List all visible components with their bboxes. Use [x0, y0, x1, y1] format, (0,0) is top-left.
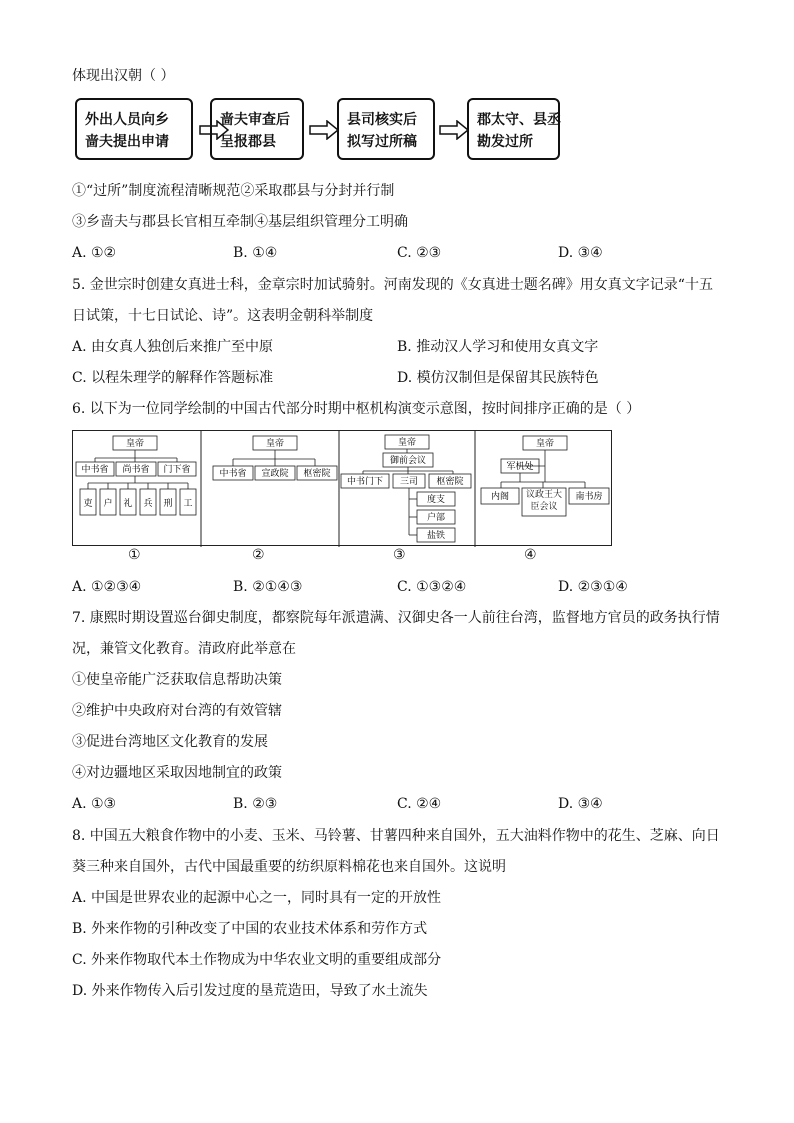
- p1-shangshu: 尚书省: [122, 465, 150, 475]
- q6-option-b: B. ②①④③: [233, 579, 303, 595]
- panel-2: [213, 436, 337, 480]
- q4-statements-line2: ③乡啬夫与郡县长官相互牵制④基层组织管理分工明确: [72, 214, 408, 230]
- q4-option-c: C. ②③: [397, 245, 442, 261]
- q7-item-2: ②维护中央政府对台湾的有效管辖: [72, 703, 282, 719]
- p2-shumi: 枢密院: [303, 469, 331, 479]
- p2-xuanzheng: 宣政院: [261, 469, 289, 479]
- q5-option-d: D. 模仿汉制但是保留其民族特色: [397, 370, 599, 386]
- q5-stem-line1: 5. 金世宗时创建女真进士科，金章宗时加试骑射。河南发现的《女真进士题名碑》用女真文字记录“十五: [72, 277, 713, 293]
- p1-ministry-gong: 工: [183, 499, 193, 509]
- q5-option-b: B. 推动汉人学习和使用女真文字: [397, 339, 599, 355]
- p1-ministry-hu: 户: [103, 499, 113, 509]
- p3-duzhi: 度支: [426, 495, 446, 505]
- flow-step-1-line1: 外出人员向乡: [85, 112, 169, 128]
- flow-arrow-icon: [309, 120, 339, 140]
- flow-step-2: [210, 98, 304, 160]
- p3-yantie: 盐铁: [426, 531, 446, 541]
- q7-option-b: B. ②③: [233, 796, 278, 812]
- q6-option-a: A. ①②③④: [72, 579, 142, 595]
- central-institutions-diagram: [72, 430, 612, 546]
- institutions-svg: [73, 431, 613, 547]
- q4-option-b: B. ①④: [233, 245, 278, 261]
- q4-statements-line1: ①“过所”制度流程清晰规范②采取郡县与分封并行制: [72, 183, 395, 199]
- flow-arrow-icon: [439, 120, 469, 140]
- guosuo-flow-diagram: [72, 98, 562, 168]
- diagram-label-1: ①: [128, 547, 141, 563]
- p1-ministry-bing: 兵: [143, 499, 153, 509]
- q7-item-1: ①使皇帝能广泛获取信息帮助决策: [72, 672, 282, 688]
- q4-option-a: A. ①②: [72, 245, 117, 261]
- q7-option-a: A. ①③: [72, 796, 117, 812]
- flow-step-4-line1: 郡太守、县丞: [477, 112, 561, 128]
- p3-zhongshu-menxia: 中书门下: [346, 477, 384, 487]
- q7-stem-line1: 7. 康熙时期设置巡台御史制度，都察院每年派遣满、汉御史各一人前往台湾，监督地方官员的政务执行情: [72, 610, 720, 626]
- q6-option-c: C. ①③②④: [397, 579, 467, 595]
- q8-stem-line1: 8. 中国五大粮食作物中的小麦、玉米、马铃薯、甘薯四种来自国外，五大油料作物中的花生、芝麻、向日: [72, 828, 720, 844]
- p3-emperor: 皇帝: [397, 438, 417, 448]
- p4-yizheng-council-wrap: [522, 489, 566, 517]
- p1-ministry-rites: 礼: [123, 499, 133, 509]
- p1-zhongshu: 中书省: [81, 465, 109, 475]
- q7-item-4: ④对边疆地区采取因地制宜的政策: [72, 765, 282, 781]
- p4-junjichu: 军机处: [506, 462, 534, 472]
- flow-step-3: [337, 98, 435, 160]
- p1-ministry-li: 吏: [83, 499, 93, 509]
- flow-step-3-line1: 县司核实后: [347, 112, 417, 128]
- q8-option-c: C. 外来作物取代本土作物成为中华农业文明的重要组成部分: [72, 952, 442, 968]
- q6-option-d: D. ②③①④: [558, 579, 628, 595]
- p3-council: 御前会议: [389, 456, 427, 466]
- p3-shumi: 枢密院: [436, 477, 464, 487]
- q7-option-d: D. ③④: [558, 796, 603, 812]
- flow-step-2-line2: 呈报郡县: [220, 134, 276, 150]
- q5-option-a: A. 由女真人独创后来推广至中原: [72, 339, 274, 355]
- p1-ministry-xing: 刑: [163, 499, 173, 509]
- q8-stem-line2: 葵三种来自国外，古代中国最重要的纺织原料棉花也来自国外。这说明: [72, 859, 506, 875]
- flow-step-1: [75, 98, 193, 160]
- p1-menxia: 门下省: [163, 465, 191, 475]
- panel-3: [341, 435, 471, 542]
- flow-step-1-line2: 啬夫提出申请: [85, 134, 169, 150]
- flow-step-2-line1: 啬夫审查后: [220, 112, 290, 128]
- p3-hubu: 户部: [426, 513, 446, 523]
- diagram-label-2: ②: [252, 547, 265, 563]
- q6-stem: 6. 以下为一位同学绘制的中国古代部分时期中枢机构演变示意图，按时间排序正确的是（ ）: [72, 401, 641, 417]
- q7-item-3: ③促进台湾地区文化教育的发展: [72, 734, 268, 750]
- flow-step-4: [467, 98, 560, 160]
- q5-option-c: C. 以程朱理学的解释作答题标准: [72, 370, 274, 386]
- q8-option-b: B. 外来作物的引种改变了中国的农业技术体系和劳作方式: [72, 921, 428, 937]
- p2-emperor: 皇帝: [265, 439, 285, 449]
- p4-neige: 内阁: [490, 492, 510, 502]
- q4-stem-tail: 体现出汉朝（ ）: [72, 68, 175, 84]
- p4-nanshufang: 南书房: [575, 492, 603, 502]
- p3-sansi: 三司: [399, 477, 419, 487]
- p2-zhongshu: 中书省: [219, 469, 247, 479]
- q8-option-d: D. 外来作物传入后引发过度的垦荒造田，导致了水土流失: [72, 983, 428, 999]
- flow-step-4-line2: 勘发过所: [477, 134, 533, 150]
- q8-option-a: A. 中国是世界农业的起源中心之一，同时具有一定的开放性: [72, 890, 442, 906]
- p4-emperor: 皇帝: [535, 439, 555, 449]
- flow-step-3-line2: 拟写过所稿: [347, 134, 417, 150]
- panel-1: [76, 436, 196, 515]
- q7-option-c: C. ②④: [397, 796, 442, 812]
- q4-option-d: D. ③④: [558, 245, 603, 261]
- q5-stem-line2: 日试策，十七日试论、诗”。这表明金朝科举制度: [72, 308, 374, 324]
- p4-yizheng-council: 议政王大臣会议: [525, 490, 562, 512]
- panel-4: [481, 436, 609, 517]
- diagram-label-3: ③: [393, 547, 406, 563]
- p1-emperor: 皇帝: [125, 439, 145, 449]
- diagram-label-4: ④: [524, 547, 537, 563]
- q7-stem-line2: 况，兼管文化教育。清政府此举意在: [72, 641, 296, 657]
